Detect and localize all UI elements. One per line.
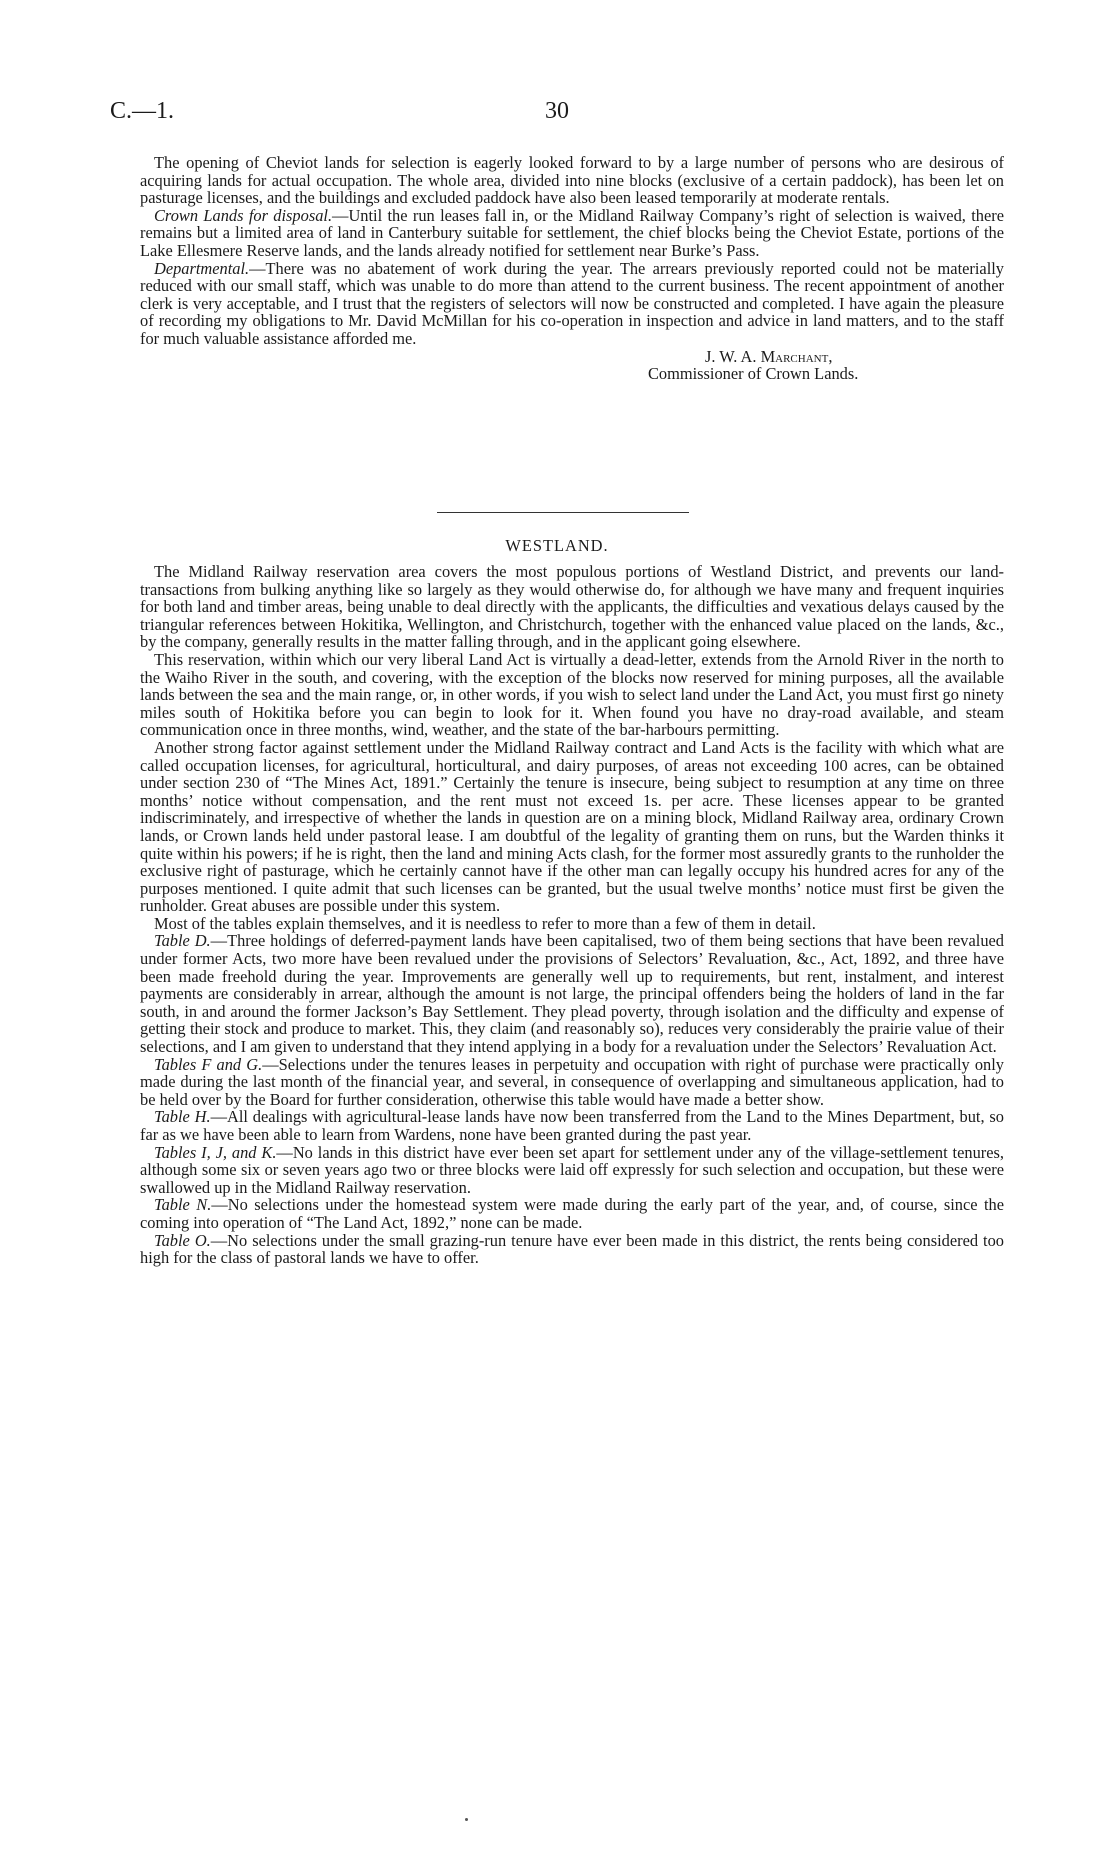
section-heading-westland: WESTLAND. (505, 536, 609, 555)
signature-title: Commissioner of Crown Lands. (648, 364, 859, 384)
paragraph-tables-f-g: Tables F and G.—Selections under the tenures leases in perpetuity and occupation with right of purchase were practically only made during the last month of the financial year, and several, in consequence of overlapping and simultaneous application, had to be held over by the Board for further consideration, otherwise this table would have made a better show. (140, 1054, 1004, 1109)
paragraph-tables-intro: Most of the tables explain themselves, and it is needless to refer to more than a few of them in detail. (154, 913, 816, 933)
paragraph-label: Tables F and G. (154, 1054, 263, 1074)
paragraph-cheviot: The opening of Cheviot lands for selection is eagerly looked forward to by a large number of persons who are desirous of acquiring lands for actual occupation. The whole area, divided into nine blocks (exclusive of a certain paddock), has been let on pasturage licenses, and the buildings and excluded paddock have also been leased temporarily at moderate rentals. (140, 153, 1004, 208)
paragraph-table-n: Table N.—No selections under the homestead system were made during the early part of the year, and, of course, since the coming into operation of “The Land Act, 1892,” none can be made. (140, 1195, 1004, 1232)
westland-report (140, 563, 1004, 1267)
paragraph-label: Table H. (154, 1107, 211, 1127)
paper-reference: C.—1. (110, 98, 175, 124)
page-number: 30 (545, 98, 569, 124)
paragraph-crown-lands: Crown Lands for disposal.—Until the run leases fall in, or the Midland Railway Company’s right of selection is waived, there remains but a limited area of land in Canterbury suitable for settlement, the chief blocks being the Cheviot Estate, portions of the Lake Ellesmere Reserve lands, and the lands already notified for settlement near Burke’s Pass. (140, 205, 1004, 260)
page-header (0, 98, 1114, 132)
paragraph-label: Table D. (154, 931, 211, 951)
paragraph-occupation-licenses: Another strong factor against settlement under the Midland Railway contract and Land Acts is the facility with which what are called occupation licenses, for agricultural, horticultural, and dairy purposes, of areas not exceeding 100 acres, can be obtained under section 230 of “The Mines Act, 1891.” Certainly the tenure is insecure, being subject to resumption at any time on three months’ notice without compensation, and the rent must not exceed 1s. per acre. These licenses appear to be granted indiscriminately, and irrespective of whether the lands in question are on a mining block, Midland Railway area, ordinary Crown lands, or Crown lands held under pastoral lease. I am doubtful of the legality of granting them on runs, but the Warden thinks it quite within his powers; if he is right, then the land and mining Acts clash, for the former most assuredly grants to the runholder the exclusive right of pasturage, which he certainly cannot have if the other man can legally occupy his hundred acres for any of the purposes mentioned. I quite admit that such licenses can be granted, but the usual twelve months’ notice must first be given the runholder. Great abuses are possible under this system. (140, 737, 1004, 916)
signature-name: J. W. A. Marchant, (705, 346, 833, 366)
paragraph-label: Departmental. (154, 258, 250, 278)
print-speck (465, 1818, 468, 1821)
paragraph-departmental: Departmental.—There was no abatement of work during the year. The arrears previously reported could not be materially reduced with our small staff, which was unable to do more than attend to the current business. The recent appointment of another clerk is very acceptable, and I trust that the registers of selectors will now be constructed and completed. I have again the pleasure of recording my obligations to Mr. David McMillan for his co-operation in inspection and advice in land matters, and to the staff for much valuable assistance afforded me. (140, 258, 1004, 348)
paragraph-label: Tables I, J, and K. (154, 1142, 277, 1162)
paragraph-label: Crown Lands for disposal. (154, 205, 333, 225)
paragraph-tables-i-j-k: Tables I, J, and K.—No lands in this district have ever been set apart for settlement under any of the village-settlement tenures, although some six or seven years ago two or three blocks were laid off expressly for such selection and occupation, but these were swallowed up in the Midland Railway reservation. (140, 1142, 1004, 1197)
paragraph-table-o: Table O.—No selections under the small grazing-run tenure have ever been made in this district, the rents being considered too high for the class of pastoral lands we have to offer. (140, 1230, 1004, 1268)
paragraph-label: Table O. (154, 1230, 211, 1250)
paragraph-table-h: Table H.—All dealings with agricultural-lease lands have now been transferred from the Land to the Mines Department, but, so far as we have been able to learn from Wardens, none have been granted during the past year. (140, 1107, 1004, 1144)
paragraph-reservation-extent: This reservation, within which our very liberal Land Act is virtually a dead-letter, extends from the Arnold River in the north to the Waiho River in the south, and covering, with the exception of the blocks now reserved for mining purposes, all the available lands between the sea and the main range, or, in other words, if you wish to select land under the Land Act, you must first go ninety miles south of Hokitika before you can begin to look for it. When found you have no dray-road available, and steam communication once in three months, wind, weather, and the state of the bar-harbours permitting. (140, 649, 1004, 740)
paragraph-midland-reservation: The Midland Railway reservation area covers the most populous portions of Westland District, and prevents our land-transactions from bulking anything like so largely as they would otherwise do, for although we have many and frequent inquiries for both land and timber areas, being unable to deal directly with the applicants, the difficulties and vexatious delays caused by the triangular references between Hokitika, Wellington, and Christchurch, together with the enhanced value placed on the lands, &c., by the company, generally results in the matter falling through, and in the applicant going elsewhere. (140, 562, 1004, 652)
paragraph-table-d: Table D.—Three holdings of deferred-payment lands have been capitalised, two of them being sections that have been revalued under former Acts, two more have been revalued under the provisions of Selectors’ Revaluation, &c., Act, 1892, and three have been made freehold during the year. Improvements are generally well up to requirements, but rent, instalment, and interest payments are considerably in arrear, although the amount is not large, the principal offenders being the holders of land in the far south, in and around the former Jackson’s Bay Settlement. They plead poverty, through isolation and the difficulty and expense of getting their stock and produce to market. This, they claim (and reasonably so), reduces very considerably the prairie value of their selections, and I am given to understand that they intend applying in a body for a revaluation under the Selectors’ Revaluation Act. (140, 931, 1004, 1057)
canterbury-report-continuation (140, 154, 1004, 383)
section-divider (437, 512, 689, 513)
paragraph-label: Table N. (154, 1195, 212, 1215)
